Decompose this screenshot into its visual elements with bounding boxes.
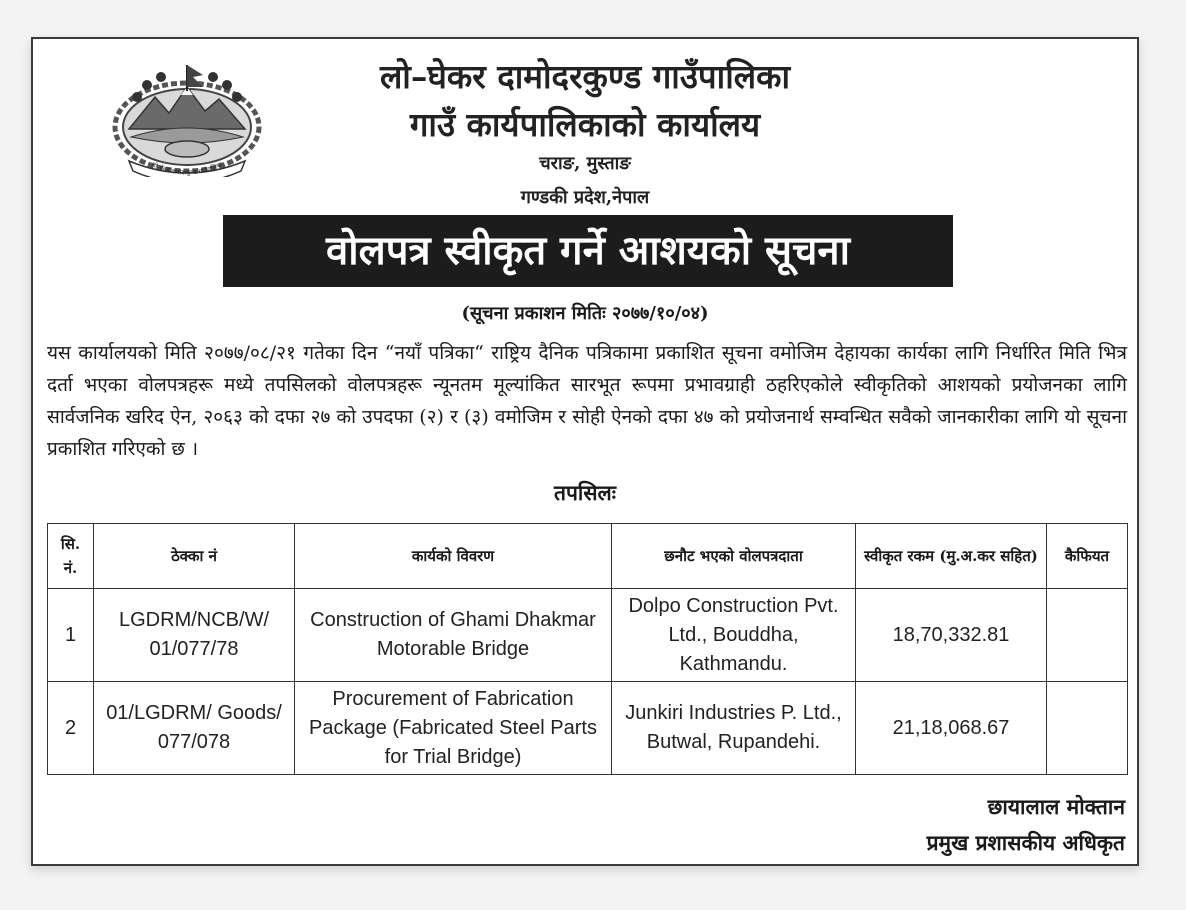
cell-contract-no: LGDRM/NCB/W/ 01/077/78	[94, 589, 295, 682]
header-sn: सि. नं.	[48, 524, 94, 589]
address-line1: चराङ, मुस्ताङ	[539, 153, 631, 174]
cell-amount: 21,18,068.67	[856, 682, 1047, 775]
header-remarks: कैफियत	[1047, 524, 1128, 589]
header-description: कार्यको विवरण	[295, 524, 612, 589]
cell-bidder: Dolpo Construction Pvt. Ltd., Bouddha, Kathmandu.	[612, 589, 856, 682]
table-header-row	[48, 524, 1128, 589]
cell-bidder: Junkiri Industries P. Ltd., Butwal, Rupandehi.	[612, 682, 856, 775]
tapasil-heading: तपसिलः	[553, 480, 616, 505]
cell-contract-no: 01/LGDRM/ Goods/ 077/078	[94, 682, 295, 775]
table-row	[48, 682, 1128, 775]
notice-document	[31, 37, 1139, 866]
header-bidder: छनौट भएको वोलपत्रदाता	[612, 524, 856, 589]
notice-body-text: यस कार्यालयको मिति २०७७/०८/२१ गतेका दिन “नयाँ पत्रिका“ राष्ट्रिय दैनिक पत्रिकामा प्रकाशित सूचना वमोजिम देहायका कार्यका लागि निर्धारित मिति भित्र दर्ता भएका वोलपत्रहरू मध्ये तपसिलको वोलपत्रहरू न्यूनतम मूल्यांकित सारभूत रूपमा प्रभावग्राही ठहरिएकोले स्वीकृतिको आशयको प्रयोजनका लागि सार्वजनिक खरिद ऐन, २०६३ को दफा २७ को उपदफा (२) र (३) वमोजिम र सोही ऐनको दफा ४७ को प्रयोजनार्थ सम्वन्धित सवैको जानकारीका लागि यो सूचना प्रकाशित गरिएको छ ।	[47, 342, 1127, 460]
notice-title: वोलपत्र स्वीकृत गर्ने आशयको सूचना	[223, 215, 953, 287]
org-name-line1: लो–घेकर दामोदरकुण्ड गाउँपालिका	[379, 57, 791, 96]
address-line2: गण्डकी प्रदेश,नेपाल	[520, 187, 650, 208]
cell-remarks	[1047, 589, 1128, 682]
signatory-name: छायालाल मोक्तान	[987, 794, 1125, 819]
bid-table	[47, 523, 1128, 775]
cell-remarks	[1047, 682, 1128, 775]
cell-sn: 1	[48, 589, 94, 682]
cell-sn: 2	[48, 682, 94, 775]
table-row	[48, 589, 1128, 682]
header-amount: स्वीकृत रकम (मु.अ.कर सहित)	[856, 524, 1047, 589]
org-name-line2: गाउँ कार्यपालिकाको कार्यालय	[409, 105, 761, 144]
cell-description: Procurement of Fabrication Package (Fabricated Steel Parts for Trial Bridge)	[295, 682, 612, 775]
cell-amount: 18,70,332.81	[856, 589, 1047, 682]
signatory-designation: प्रमुख प्रशासकीय अधिकृत	[926, 830, 1125, 855]
publication-date: (सूचना प्रकाशन मितिः २०७७/१०/०४)	[461, 303, 709, 324]
header-contract-no: ठेक्का नं	[94, 524, 295, 589]
emblem-text: लो–घेकर दामोदरकुण्ड गाउँपालिका	[150, 161, 224, 177]
cell-description: Construction of Ghami Dhakmar Motorable Bridge	[295, 589, 612, 682]
